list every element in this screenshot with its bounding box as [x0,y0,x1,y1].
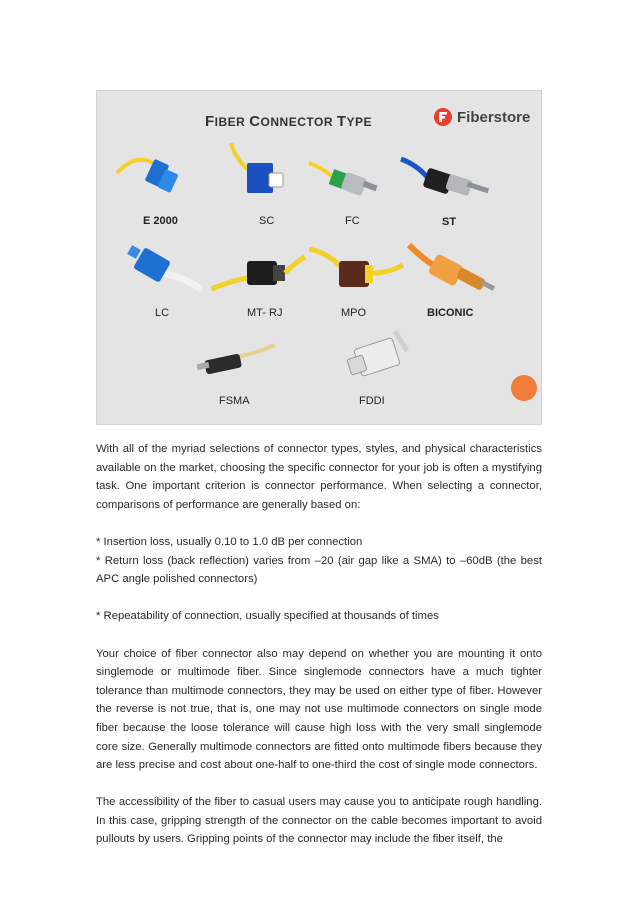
bullet-insertion-loss: * Insertion loss, usually 0.10 to 1.0 dB per connection [96,535,363,548]
connector-label-mtrj: MT- RJ [247,307,283,319]
bullet-return-loss: * Return loss (back reflection) varies from –20 (air gap like a SMA) to –60dB (the best APC angle polished connectors) [96,554,542,586]
e2000-connector-image [115,143,185,203]
fsma-connector-image [197,337,277,387]
connector-label-fc: FC [345,215,360,227]
connector-label-e2000: E 2000 [143,215,178,227]
fiberstore-logo [433,107,530,127]
paragraph-accessibility: The accessibility of the fiber to casual users may cause you to anticipate rough handling. In this case, gripping strength of the connector on the cable becomes important to avoid pullouts by users. Gripping points of the connector may include the fiber itself, the [96,796,542,846]
connector-label-fddi: FDDI [359,395,385,407]
figure-title: FIBER CONNECTOR TYPE [205,113,373,130]
fddi-connector-image [341,327,417,389]
mtrj-connector-image [211,251,307,301]
connector-label-sc: SC [259,215,275,227]
paragraph-fiber-choice: Your choice of fiber connector also may depend on whether you are mounting it onto singlemode or multimode fiber. Since singlemode connectors have a much tighter tolerance than multimode connectors, they may be used on either type of fiber. However the reverse is not true, that is, one may not use multimode connectors on single mode fiber because the loose tolerance will cause high loss with the very small singlemode core size. Generally multimode connectors are fitted onto multimode fibers because they are less precise and cost about one-half to one-third the cost of single mode connectors. [96,647,542,772]
sc-connector-image [227,143,297,205]
connector-label-lc: LC [155,307,170,319]
connector-label-st: ST [442,216,457,228]
brand-name: Fiberstore [457,108,531,126]
lc-connector-image [123,243,203,299]
decorative-orange-circle [511,375,537,401]
fiberstore-logo-icon [433,107,453,127]
st-connector-image [397,147,507,209]
connector-label-fsma: FSMA [219,395,250,407]
connector-label-mpo: MPO [341,307,367,319]
fc-connector-image [307,153,389,208]
connector-label-biconic: BICONIC [427,307,474,319]
connector-figure [96,90,542,425]
paragraph-intro: With all of the myriad selections of connector types, styles, and physical characteristics available on the market, choosing the specific connector for your job is often a mystifying task. One important criterion is connector performance. When selecting a connector, comparisons of performance are generally based on: [96,443,542,511]
body-text [96,440,542,849]
mpo-connector-image [309,243,405,301]
biconic-connector-image [403,239,503,301]
bullet-repeatability: * Repeatability of connection, usually specified at thousands of times [96,610,439,623]
